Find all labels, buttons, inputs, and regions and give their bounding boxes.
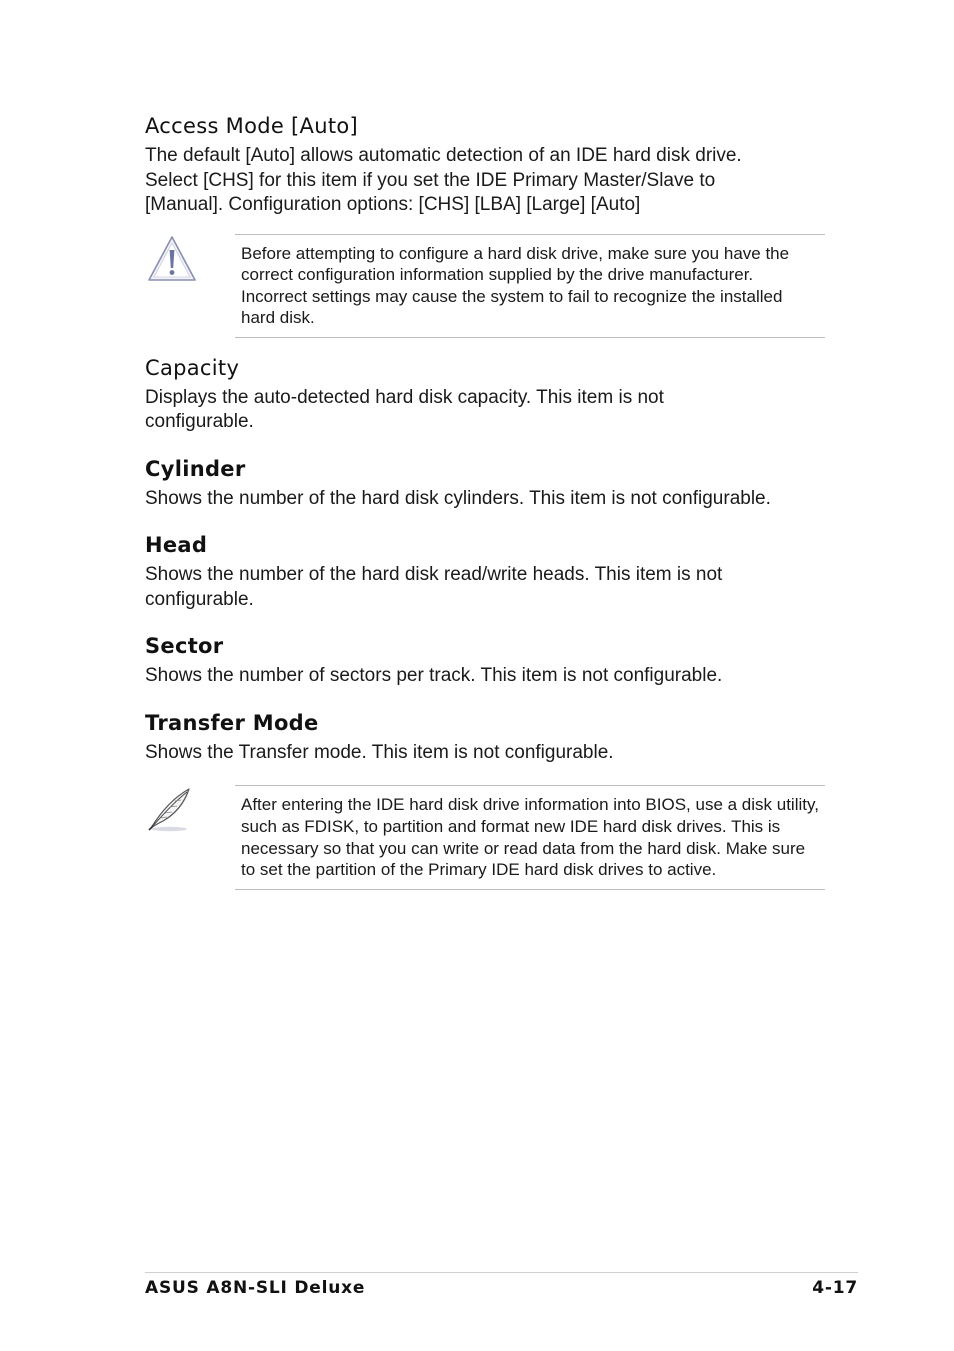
section-heading: Capacity (145, 355, 240, 380)
info-note-text: After entering the IDE hard disk drive information into BIOS, use a disk utility, such as FDISK, to partition and format new IDE hard disk drives. This is necessary so that you can write or read data from the hard disk. Make sure to set the partition of the Primary IDE hard disk drives to active. (235, 785, 825, 889)
page-footer (145, 1272, 858, 1298)
feather-pen-icon (145, 785, 197, 837)
page-content (145, 114, 825, 908)
section-body: Shows the number of the hard disk cylinders. This item is not configurable. (145, 487, 771, 509)
footer-page-number: 4-17 (812, 1278, 858, 1298)
section-cylinder (145, 457, 825, 512)
info-callout (145, 785, 825, 889)
section-heading: Access Mode [Auto] (145, 114, 359, 138)
section-body: The default [Auto] allows automatic detection of an IDE hard disk drive. Select [CHS] for this item if you set the IDE Primary Master/Slave to [Manual]. Configuration options: [CHS] [LBA] [Large] [Auto] (145, 145, 742, 215)
section-access-mode (145, 114, 825, 218)
section-heading: Cylinder (145, 456, 246, 481)
caution-note-text: Before attempting to configure a hard disk drive, make sure you have the correct configuration information supplied by the drive manufacturer. Incorrect settings may cause the system to fail to recognize the installed hard disk. (235, 234, 825, 338)
section-body: Shows the number of the hard disk read/write heads. This item is not configurable. (145, 564, 723, 610)
section-sector (145, 634, 825, 689)
section-heading: Head (145, 533, 208, 558)
section-body: Displays the auto-detected hard disk capacity. This item is not configurable. (145, 386, 664, 433)
section-head (145, 533, 825, 612)
section-body: Shows the number of sectors per track. This item is not configurable. (145, 665, 723, 687)
footer-product-name: ASUS A8N-SLI Deluxe (145, 1278, 366, 1298)
section-transfer-mode (145, 711, 825, 766)
section-heading: Transfer Mode (145, 710, 319, 735)
section-heading: Sector (145, 634, 224, 659)
section-body: Shows the Transfer mode. This item is not configurable. (145, 741, 614, 763)
section-capacity (145, 356, 825, 435)
warning-triangle-icon (145, 234, 197, 286)
caution-callout (145, 234, 825, 338)
